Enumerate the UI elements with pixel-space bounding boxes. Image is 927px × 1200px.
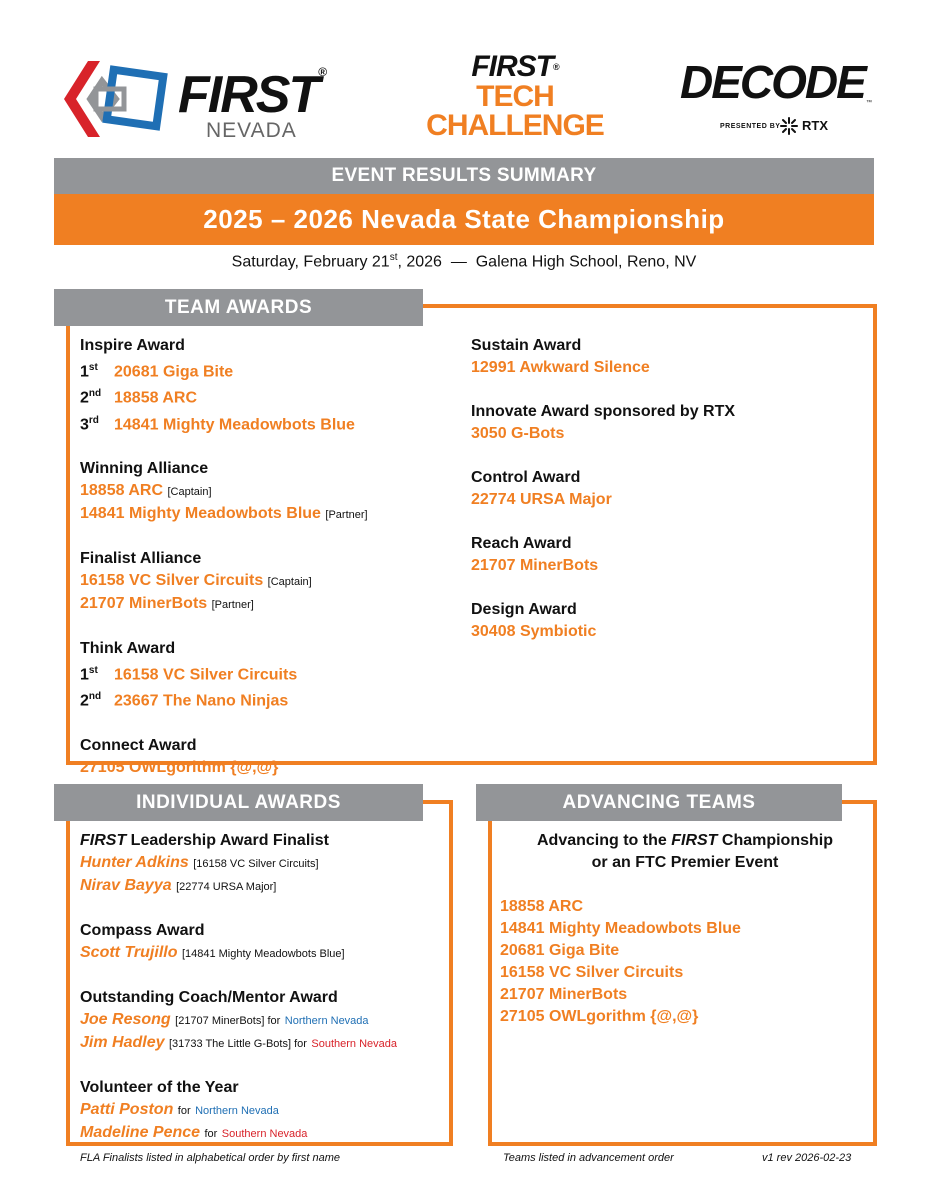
award-title: Connect Award: [80, 736, 197, 754]
advancing-teams-column: [500, 830, 870, 1028]
award-title: Winning Alliance: [80, 459, 209, 477]
compass-award: [80, 920, 450, 965]
award-title: Outstanding Coach/Mentor Award: [80, 989, 338, 1006]
advancing-team: 14841 Mighty Meadowbots Blue: [500, 920, 741, 937]
placement-row: 3rd 14841 Mighty Meadowbots Blue: [80, 414, 355, 433]
award-title: Compass Award: [80, 922, 205, 939]
winning-alliance: [80, 458, 460, 526]
first-emblem-icon: [60, 55, 180, 141]
inspire-award: [80, 335, 460, 436]
coach-mentor-award: [80, 987, 450, 1055]
team-awards-right-column: [471, 335, 861, 665]
advancing-list: [500, 896, 870, 1028]
award-team: 27105 OWLgorithm {@,@}: [80, 758, 279, 776]
placement-row: 2nd 23667 The Nano Ninjas: [80, 691, 289, 710]
award-title: FIRST Leadership Award Finalist: [80, 832, 329, 849]
award-team: 21707 MinerBots: [471, 557, 599, 574]
award-team: 22774 URSA Major: [471, 491, 612, 508]
award-title: Volunteer of the Year: [80, 1079, 239, 1096]
award-team: 12991 Awkward Silence: [471, 359, 650, 376]
award-team: 30408 Symbiotic: [471, 623, 597, 640]
presented-by-label: PRESENTED BY: [720, 123, 781, 130]
finalist-alliance: [80, 548, 460, 616]
placement-row: 1st 16158 VC Silver Circuits: [80, 664, 298, 684]
award-title: Sustain Award: [471, 337, 582, 354]
team-awards-tab: TEAM AWARDS: [54, 289, 423, 326]
advancing-team: 27105 OWLgorithm {@,@}: [500, 1008, 699, 1025]
fla-award: [80, 830, 450, 898]
decode-wordmark: DECODE: [680, 56, 865, 108]
ftc-challenge-word: CHALLENGE: [426, 109, 604, 142]
event-dateline: Saturday, February 21st, 2026 — Galena High School, Reno, NV: [231, 252, 697, 271]
individual-awards-column: [80, 830, 450, 1167]
award-title: Inspire Award: [80, 337, 185, 354]
design-award: [471, 599, 861, 643]
nevada-wordmark: NEVADA: [206, 119, 297, 142]
person-row: Nirav Bayya [22774 URSA Major]: [80, 877, 277, 894]
award-title: Innovate Award sponsored by RTX: [471, 403, 736, 420]
person-row: Madeline Pence for Southern Nevada: [80, 1124, 308, 1141]
advancing-team: 21707 MinerBots: [500, 986, 628, 1003]
advancement-footnote: Teams listed in advancement order: [503, 1152, 674, 1164]
version-footnote: v1 rev 2026-02-23: [762, 1152, 852, 1164]
award-title: Design Award: [471, 601, 577, 618]
person-row: Jim Hadley [31733 The Little G-Bots] for Southern Nevada: [80, 1034, 397, 1051]
placement-row: 1st 20681 Giga Bite: [80, 362, 234, 381]
person-row: Joe Resong [21707 MinerBots] for Northern Nevada: [80, 1011, 369, 1028]
decode-trademark: ™: [866, 100, 872, 106]
person-row: Scott Trujillo [14841 Mighty Meadowbots Blue]: [80, 944, 345, 961]
person-row: Hunter Adkins [16158 VC Silver Circuits]: [80, 854, 319, 871]
alliance-row: 16158 VC Silver Circuits [Captain]: [80, 571, 312, 589]
ftc-logo: [420, 52, 610, 142]
advancing-teams-tab: ADVANCING TEAMS: [476, 784, 842, 821]
award-title: Reach Award: [471, 535, 572, 552]
innovate-award: [471, 401, 861, 445]
summary-bar: EVENT RESULTS SUMMARY: [54, 158, 874, 194]
advancing-team: 20681 Giga Bite: [500, 942, 620, 959]
advancing-team: 16158 VC Silver Circuits: [500, 964, 684, 981]
fla-footnote: FLA Finalists listed in alphabetical order by first name: [80, 1152, 341, 1164]
advancing-team: 18858 ARC: [500, 898, 584, 915]
connect-award: [80, 735, 460, 779]
ftc-first-word: FIRST®: [471, 50, 559, 83]
sustain-award: [471, 335, 861, 379]
award-title: Think Award: [80, 639, 176, 657]
individual-awards-tab: INDIVIDUAL AWARDS: [54, 784, 423, 821]
decode-logo: [680, 55, 880, 145]
ftc-tech-word: TECH: [476, 80, 554, 113]
award-title: Control Award: [471, 469, 581, 486]
team-awards-left-column: [80, 335, 460, 801]
event-title-bar: 2025 – 2026 Nevada State Championship: [54, 194, 874, 245]
alliance-row: 21707 MinerBots [Partner]: [80, 594, 254, 612]
award-title: Finalist Alliance: [80, 549, 202, 567]
volunteer-award: [80, 1077, 450, 1145]
alliance-row: 18858 ARC [Captain]: [80, 481, 212, 499]
alliance-row: 14841 Mighty Meadowbots Blue [Partner]: [80, 504, 368, 522]
advancing-heading: Advancing to the FIRST Championship or an FTC Premier Event: [536, 832, 833, 871]
rtx-wordmark: RTX: [802, 118, 828, 133]
award-team: 3050 G-Bots: [471, 425, 565, 442]
control-award: [471, 467, 861, 511]
rtx-burst-icon: [780, 117, 798, 135]
first-wordmark: FIRST®: [178, 65, 326, 124]
think-award: [80, 638, 460, 713]
reach-award: [471, 533, 861, 577]
placement-row: 2nd 18858 ARC: [80, 388, 198, 407]
first-nevada-logo: [60, 55, 350, 145]
person-row: Patti Poston for Northern Nevada: [80, 1101, 279, 1118]
